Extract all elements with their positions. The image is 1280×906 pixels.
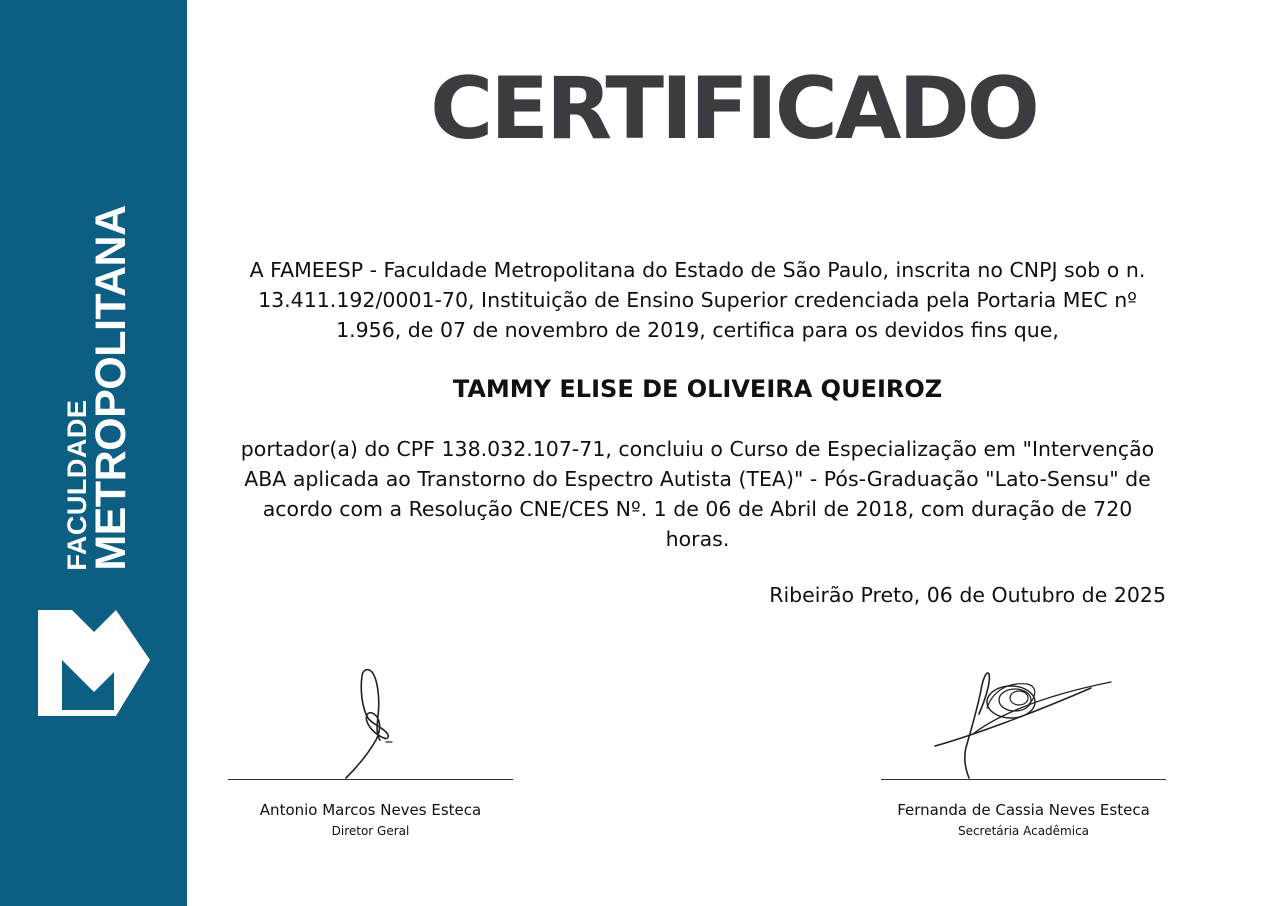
certificate-title: CERTIFICADO	[430, 59, 1037, 159]
recipient-name: TAMMY ELISE DE OLIVEIRA QUEIROZ	[452, 375, 943, 403]
handwritten-signature-secretary	[881, 660, 1166, 780]
sidebar-brand-panel	[0, 0, 187, 906]
brand-line-metropolitana: METROPOLITANA	[87, 205, 135, 571]
intro-paragraph: A FAMEESP - Faculdade Metropolitana do Estado de São Paulo, inscrita no CNPJ sob o n. 13.411.192/0001-70, Instituição de Ensino Superior credenciada pela Portaria MEC nº 1.956, de 07 de novembro de 2019, certifica para os devidos fins que,	[249, 258, 1146, 342]
signatory-role: Secretária Acadêmica	[957, 824, 1090, 838]
place-and-date: Ribeirão Preto, 06 de Outubro de 2025	[769, 583, 1166, 607]
signature-line	[881, 779, 1166, 780]
brand-m-logo-icon	[38, 610, 150, 716]
signature-line	[228, 779, 513, 780]
handwritten-signature-director	[228, 660, 513, 780]
signatory-role: Diretor Geral	[331, 824, 410, 838]
signatory-name: Fernanda de Cassia Neves Esteca	[897, 801, 1150, 819]
brand-line-faculdade: FACULDADE	[62, 399, 92, 571]
signatory-name: Antonio Marcos Neves Esteca	[259, 801, 482, 819]
signature-block-director	[228, 660, 513, 840]
signature-block-secretary	[881, 660, 1166, 840]
brand-wordmark	[62, 205, 135, 571]
course-description: portador(a) do CPF 138.032.107-71, concluiu o Curso de Especialização em "Intervenção ABA aplicada ao Transtorno do Espectro Autista (TEA)" - Pós-Graduação "Lato-Sensu" de acordo com a Resolução CNE/CES Nº. 1 de 06 de Abril de 2018, com duração de 720 horas.	[240, 437, 1155, 551]
